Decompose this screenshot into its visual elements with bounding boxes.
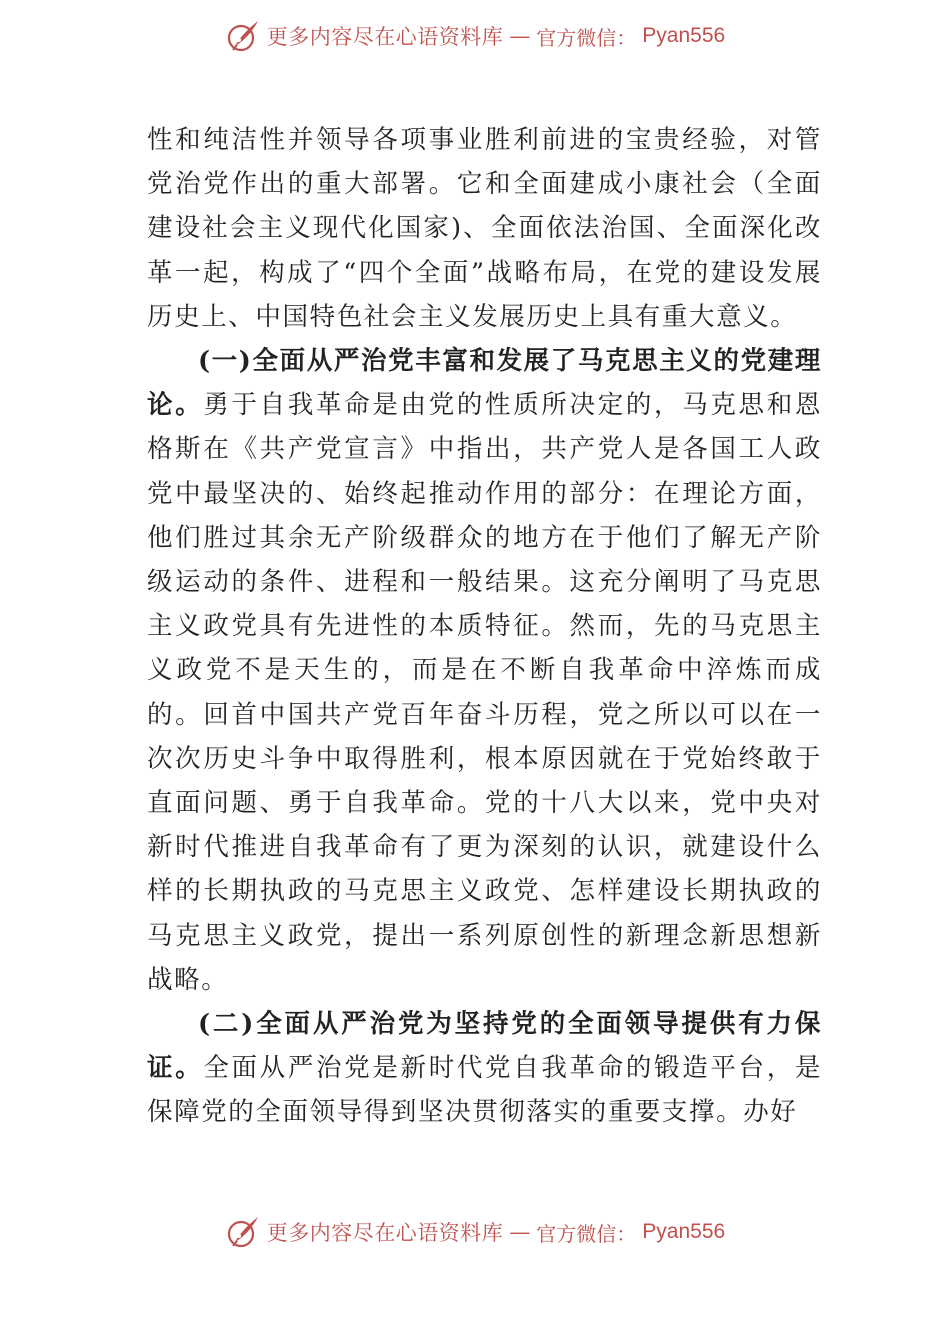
- banner-wechat-label: 官方微信：: [536, 1221, 637, 1246]
- banner-dash: —: [509, 1220, 531, 1244]
- footer-watermark-banner: [0, 1210, 950, 1254]
- quill-logo-icon: [225, 1214, 261, 1250]
- paragraph-1: 性和纯洁性并领导各项事业胜利前进的宝贵经验，对管党治党作出的重大部署。它和全面建成小康社会（全面建设社会主义现代化国家)、全面依法治国、全面深化改革一起，构成了“四个全面”战略布局，在党的建设发展历史上、中国特色社会主义发展历史上具有重大意义。: [147, 125, 822, 332]
- quill-logo-icon: [225, 18, 261, 54]
- paragraph-2-text: 勇于自我革命是由党的性质所决定的，马克思和恩格斯在《共产党宣言》中指出，共产党人是各国工人政党中最坚决的、始终起推动作用的部分：在理论方面，他们胜过其余无产阶级群众的地方在于他们了解无产阶级运动的条件、进程和一般结果。这充分阐明了马克思主义政党具有先进性的本质特征。然而，先的马克思主义政党不是天生的，而是在不断自我革命中淬炼而成的。回首中国共产党百年奋斗历程，党之所以可以在一次次历史斗争中取得胜利，根本原因就在于党始终敢于直面问题、勇于自我革命。党的十八大以来，党中央对新时代推进自我革命有了更为深刻的认识，就建设什么样的长期执政的马克思主义政党、怎样建设长期执政的马克思主义政党，提出一系列原创性的新理念新思想新战略。: [147, 390, 823, 995]
- section-heading-1: (一)全面从严治党丰富和发展了马克思主义的党建理论。: [147, 346, 822, 421]
- paragraph-2: [147, 339, 822, 1002]
- banner-wechat-id: Pyan556: [642, 24, 726, 47]
- banner-title: 更多内容尽在心语资料库: [266, 25, 504, 49]
- banner-title: 更多内容尽在心语资料库: [266, 1221, 504, 1245]
- banner-dash: —: [509, 24, 531, 48]
- header-watermark-banner: [0, 14, 950, 58]
- banner-wechat-label: 官方微信：: [536, 25, 637, 50]
- paragraph-3-text: 全面从严治党是新时代党自我革命的锻造平台，是保障党的全面领导得到坚决贯彻落实的重要支撑。办好: [147, 1053, 823, 1128]
- document-body: [147, 118, 822, 1135]
- banner-wechat-id: Pyan556: [642, 1220, 726, 1243]
- paragraph-3: [147, 1002, 822, 1135]
- section-heading-2: (二)全面从严治党为坚持党的全面领导提供有力保证。: [147, 1009, 822, 1084]
